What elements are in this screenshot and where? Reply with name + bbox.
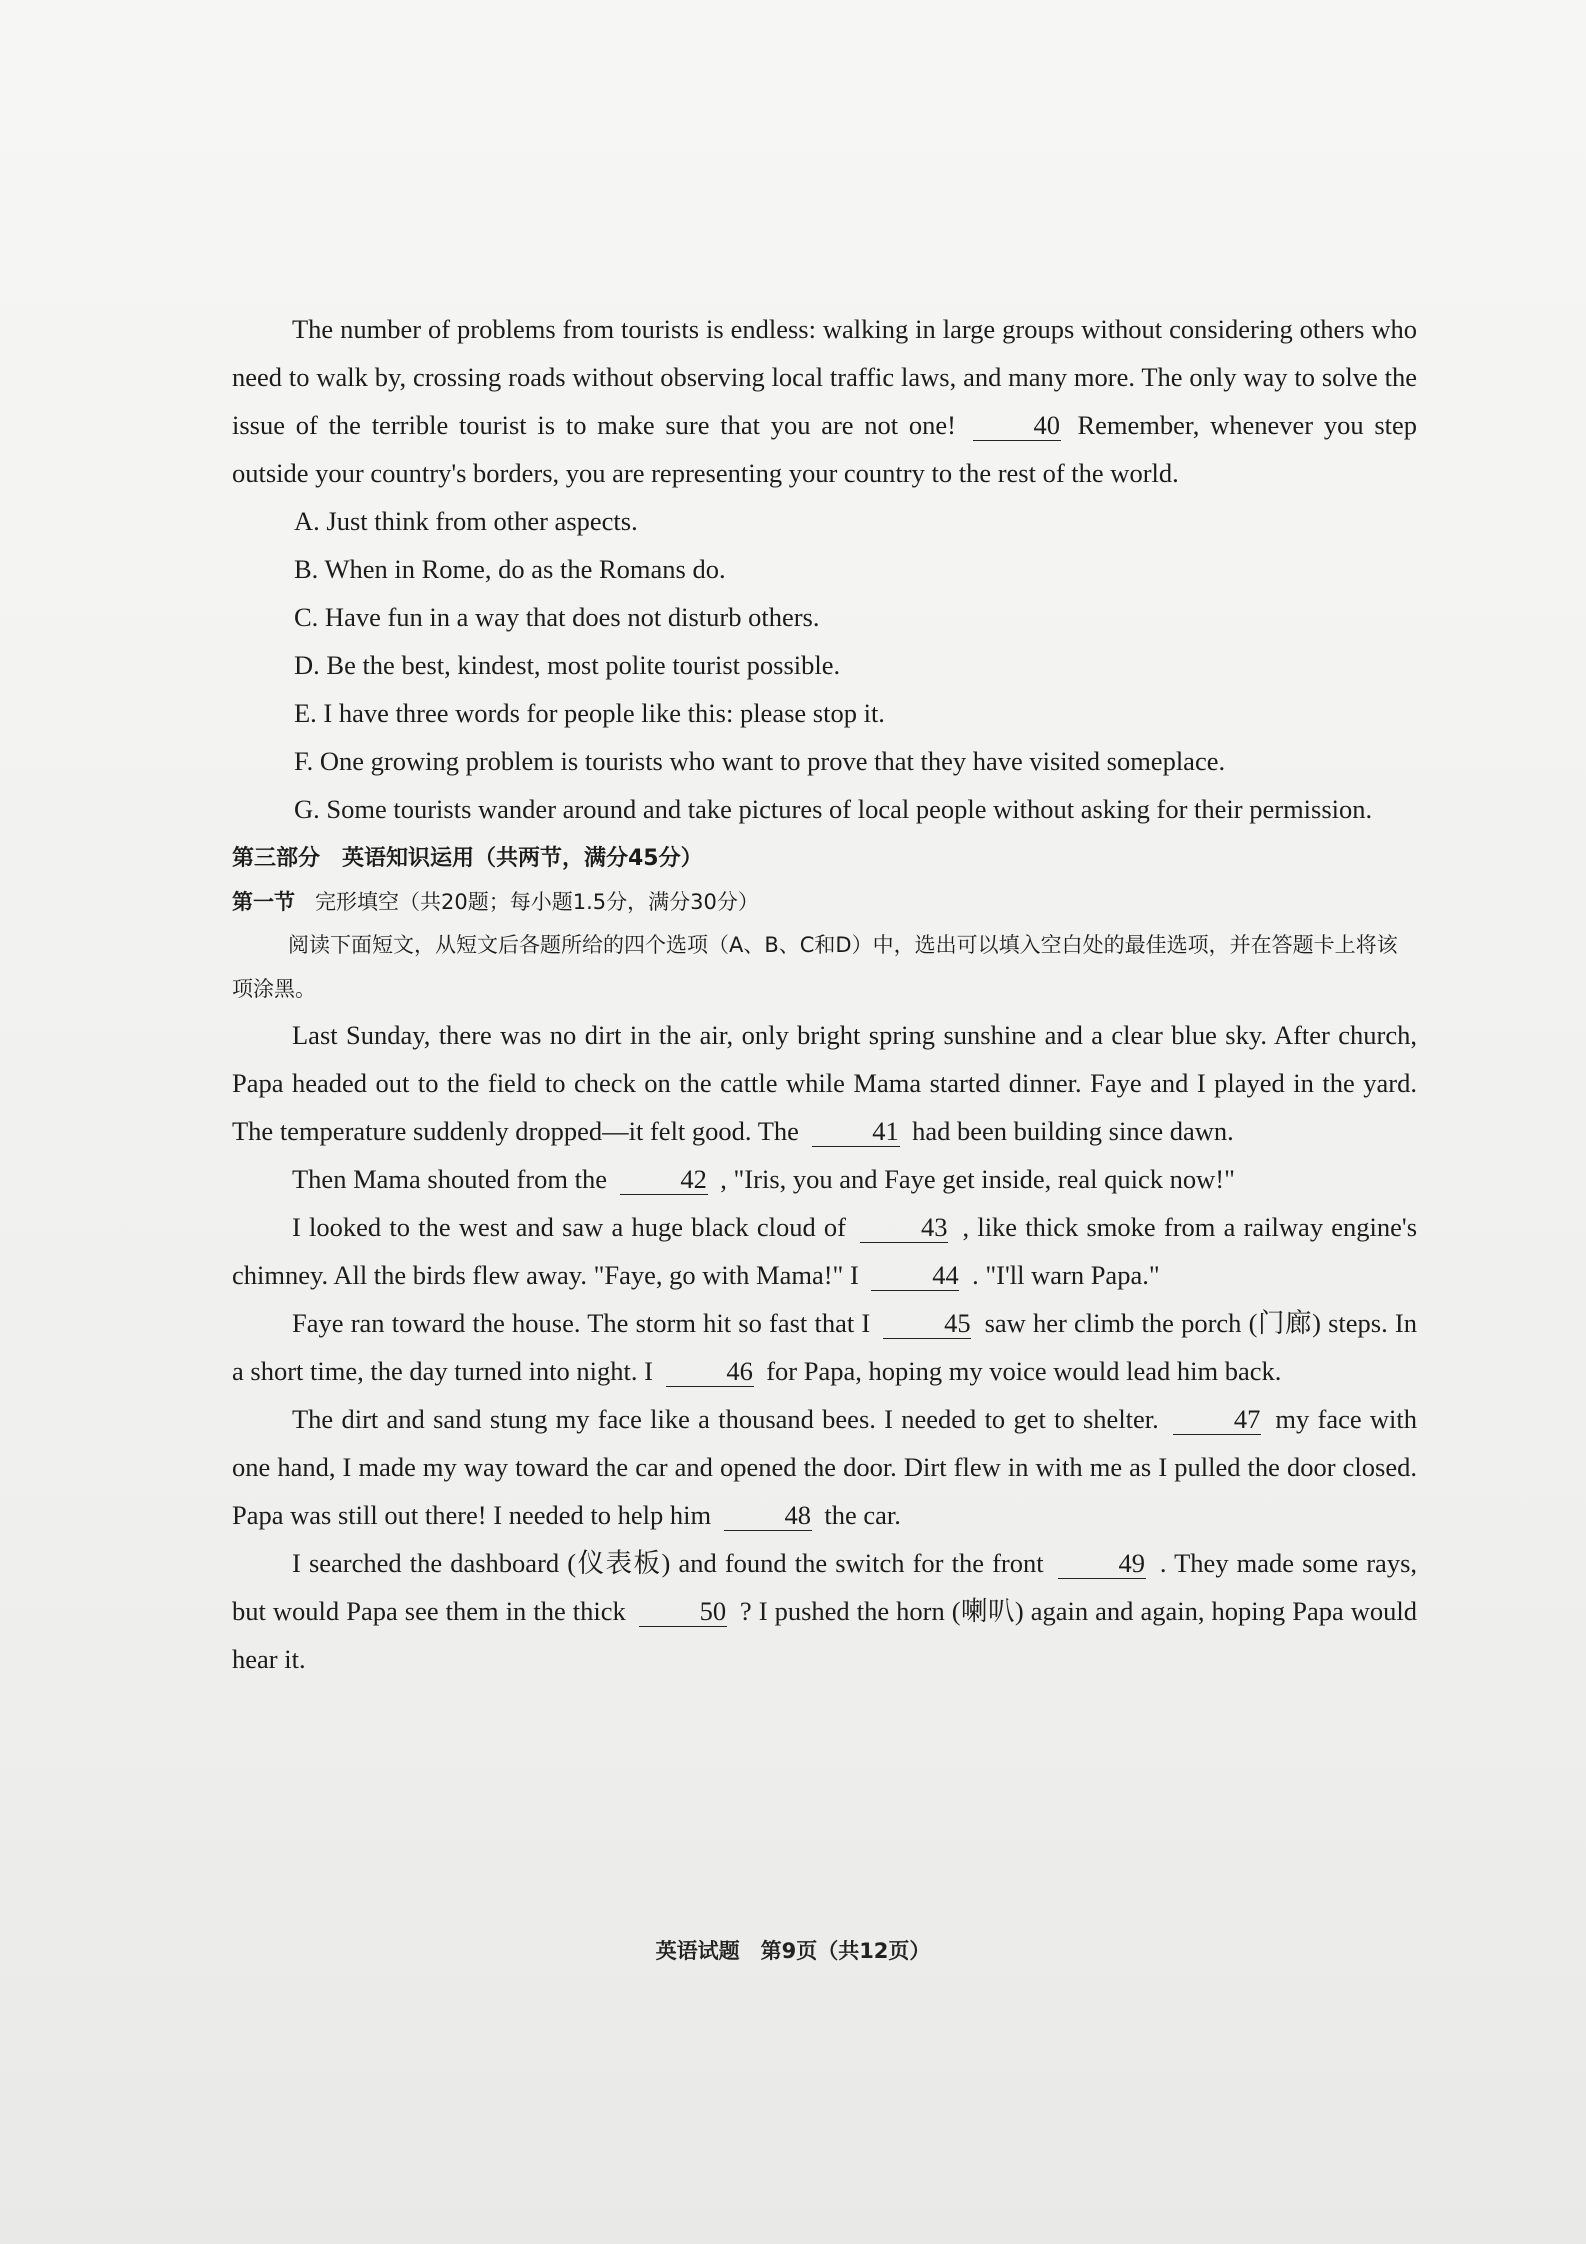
option-e: E. I have three words for people like this: please stop it. — [294, 698, 885, 728]
option-b: B. When in Rome, do as the Romans do. — [294, 554, 726, 584]
blank-43: 43 — [860, 1212, 948, 1243]
option-c: C. Have fun in a way that does not disturb others. — [294, 602, 820, 632]
section-label: 第一节 — [232, 890, 295, 914]
blank-48: 48 — [724, 1500, 812, 1531]
cloze-text: had been building since dawn. — [912, 1116, 1234, 1146]
cloze-text: , "Iris, you and Faye get inside, real quick now!" — [720, 1164, 1235, 1194]
cloze-paragraph — [232, 1011, 1417, 1155]
cloze-text: Then Mama shouted from the — [292, 1164, 607, 1194]
part-title: 第三部分 英语知识运用（共两节，满分45分） — [232, 846, 703, 871]
blank-46: 46 — [666, 1356, 754, 1387]
option-a: A. Just think from other aspects. — [294, 506, 638, 536]
cloze-text: I looked to the west and saw a huge black cloud of — [292, 1212, 847, 1242]
section-subtitle-text: 完形填空（共20题；每小题1.5分，满分30分） — [315, 890, 759, 914]
blank-47: 47 — [1173, 1404, 1261, 1435]
cloze-text: saw her climb the porch (门廊) steps. In a short time, the day turned into night. I — [232, 1308, 1417, 1386]
cloze-paragraph — [232, 1155, 1417, 1203]
blank-49: 49 — [1058, 1548, 1146, 1579]
cloze-text: the car. — [824, 1500, 901, 1530]
blank-42: 42 — [620, 1164, 708, 1195]
blank-41: 41 — [812, 1116, 900, 1147]
cloze-text: I searched the dashboard (仪表板) and found the switch for the front — [292, 1548, 1044, 1578]
cloze-text: . They made some rays, but would Papa see them in the thick — [232, 1548, 1418, 1626]
section-subtitle — [232, 881, 1417, 923]
option-g: G. Some tourists wander around and take pictures of local people without asking for their permission. — [294, 794, 1373, 824]
cloze-text: ? I pushed the horn (喇叭) again and again, hoping Papa would hear it. — [232, 1596, 1418, 1674]
cloze-text: . "I'll warn Papa." — [972, 1260, 1160, 1290]
passage-text: Remember, whenever you step outside your country's borders, you are representing your country to the rest of the world. — [232, 410, 1417, 488]
cloze-text: Faye ran toward the house. The storm hit so fast that I — [292, 1308, 871, 1338]
cloze-paragraph — [232, 1395, 1417, 1539]
passage-ending-paragraph — [232, 305, 1417, 497]
option-d: D. Be the best, kindest, most polite tourist possible. — [294, 650, 841, 680]
blank-44: 44 — [871, 1260, 959, 1291]
cloze-text: for Papa, hoping my voice would lead him back. — [766, 1356, 1282, 1386]
blank-40: 40 — [973, 410, 1061, 441]
cloze-text: The dirt and sand stung my face like a thousand bees. I needed to get to shelter. — [292, 1404, 1159, 1434]
blank-45: 45 — [883, 1308, 971, 1339]
cloze-text: , like thick smoke from a railway engine's chimney. All the birds flew away. "Faye, go with Mama!" I — [232, 1212, 1418, 1290]
passage-text: The number of problems from tourists is endless: walking in large groups without considering others who need to walk by, crossing roads without observing local traffic laws, and many more. The only way to solve the issue of the terrible tourist is to make sure that you are not one! — [232, 314, 1417, 440]
option-list — [232, 497, 1417, 833]
instructions: 阅读下面短文，从短文后各题所给的四个选项（A、B、C和D）中，选出可以填入空白处的最佳选项，并在答题卡上将该项涂黑。 — [232, 933, 1398, 1001]
cloze-text: Last Sunday, there was no dirt in the air, only bright spring sunshine and a clear blue sky. After church, Papa headed out to the field to check on the cattle while Mama started dinner. Faye and I played in the yard. The temperature suddenly dropped—it felt good. The — [232, 1020, 1417, 1146]
blank-50: 50 — [639, 1596, 727, 1627]
page-footer: 英语试题 第9页（共12页） — [655, 1939, 931, 1963]
cloze-paragraph — [232, 1299, 1417, 1395]
cloze-paragraph — [232, 1203, 1417, 1299]
option-f: F. One growing problem is tourists who want to prove that they have visited someplace. — [294, 746, 1226, 776]
page-content — [232, 305, 1417, 1683]
cloze-text: my face with one hand, I made my way toward the car and opened the door. Dirt flew in with me as I pulled the door closed. Papa was still out there! I needed to help him — [232, 1404, 1417, 1530]
cloze-paragraph — [232, 1539, 1417, 1683]
